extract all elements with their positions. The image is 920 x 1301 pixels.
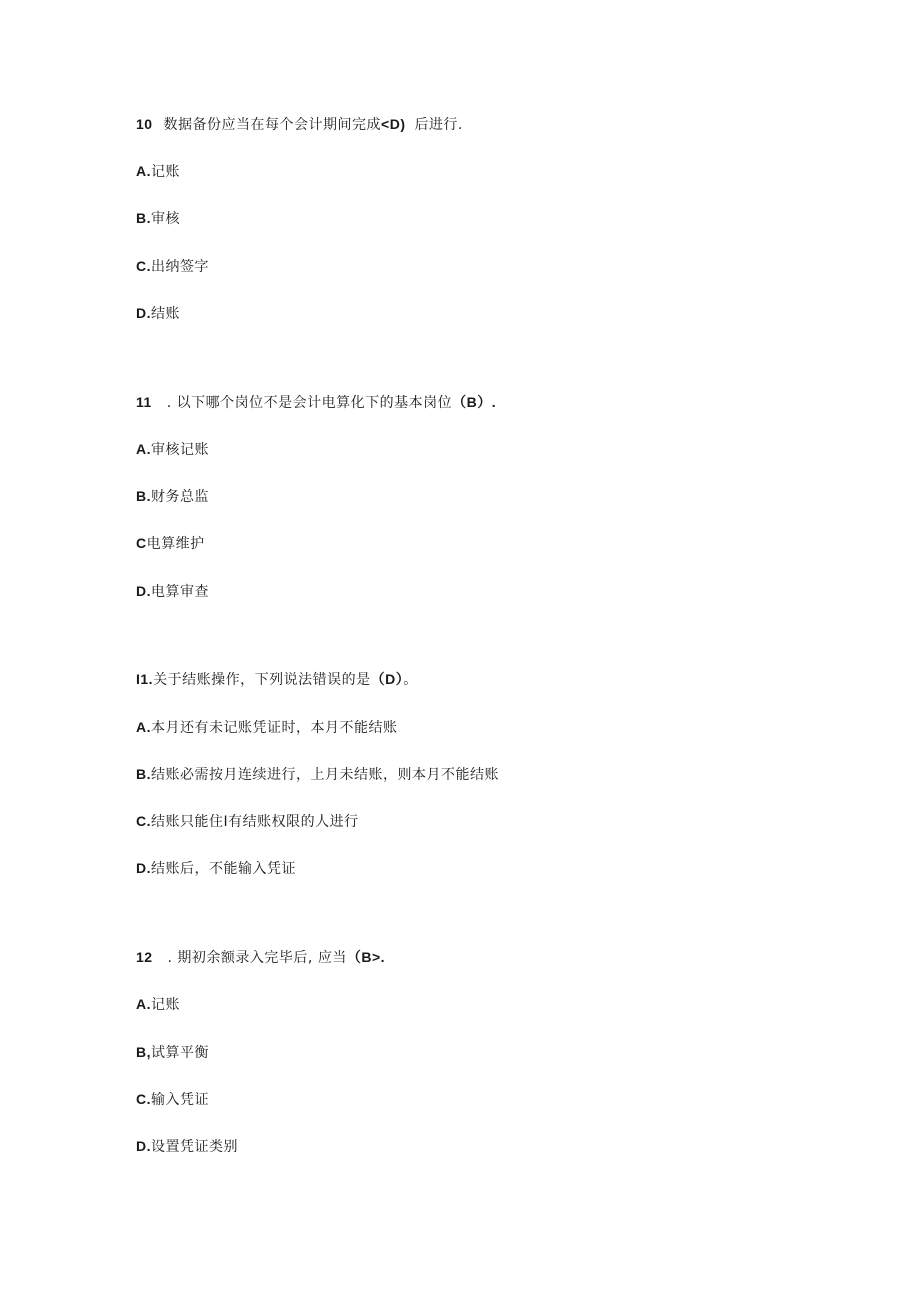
option-d: [136, 1136, 238, 1156]
option-c: [136, 811, 359, 831]
option-a: [136, 439, 209, 459]
answer-mark: （B>.: [346, 949, 386, 965]
option-a: [136, 717, 398, 737]
option-letter: A.: [136, 441, 151, 457]
option-text: 财务总监: [151, 489, 209, 505]
answer-mark: （B）.: [452, 394, 497, 410]
option-letter: C.: [136, 258, 151, 274]
question-number: 11: [136, 394, 152, 410]
option-text: 设置凭证类别: [151, 1139, 238, 1155]
question-text-tail: 后进行.: [414, 117, 463, 133]
question-number: 10: [136, 116, 153, 132]
option-letter: D.: [136, 860, 151, 876]
option-letter: C.: [136, 1091, 151, 1107]
option-letter: C.: [136, 813, 151, 829]
option-letter: D.: [136, 1138, 151, 1154]
option-letter: A.: [136, 996, 151, 1012]
question-text: . 期初余额录入完毕后, 应当: [167, 950, 347, 966]
question-text: 关于结账操作，下列说法错误的是: [153, 672, 371, 688]
option-text: 记账: [151, 164, 180, 180]
option-text: 试算平衡: [151, 1045, 209, 1061]
answer-mark: （D）: [370, 671, 404, 687]
option-a: [136, 994, 180, 1014]
option-c: [136, 256, 209, 276]
option-letter: C: [136, 535, 147, 551]
option-letter: B.: [136, 766, 151, 782]
question-10-stem: [136, 114, 463, 134]
option-letter: D.: [136, 583, 151, 599]
question-i1-stem: [136, 669, 418, 689]
option-text: 结账只能住I有结账权限的人进行: [151, 814, 359, 830]
option-b: [136, 764, 499, 784]
option-d: [136, 581, 209, 601]
question-text-tail: 。: [403, 672, 418, 688]
option-letter: A.: [136, 163, 151, 179]
option-c: [136, 1089, 209, 1109]
option-text: 审核: [151, 211, 180, 227]
option-text: 结账后，不能输入凭证: [151, 861, 296, 877]
option-a: [136, 161, 180, 181]
option-text: 结账必需按月连续进行，上月未结账，则本月不能结账: [151, 767, 499, 783]
option-d: [136, 858, 296, 878]
option-text: 记账: [151, 997, 180, 1013]
option-letter: B.: [136, 210, 151, 226]
question-number: I1.: [136, 671, 154, 687]
option-d: [136, 303, 180, 323]
option-b: [136, 1042, 209, 1062]
question-12-stem: [136, 947, 385, 967]
option-b: [136, 208, 180, 228]
option-letter: A.: [136, 719, 151, 735]
option-text: 本月还有未记账凭证时，本月不能结账: [151, 720, 398, 736]
option-letter: D.: [136, 305, 151, 321]
question-text: 数据备份应当在每个会计期间完成: [163, 117, 382, 133]
question-11-stem: [136, 392, 496, 412]
option-letter: B,: [136, 1044, 151, 1060]
question-number: 12: [136, 949, 153, 965]
question-text: . 以下哪个岗位不是会计电算化下的基本岗位: [166, 395, 453, 411]
option-letter: B.: [136, 488, 151, 504]
option-text: 电算审查: [151, 584, 209, 600]
option-text: 输入凭证: [151, 1092, 209, 1108]
answer-mark: <D): [381, 116, 406, 132]
option-b: [136, 486, 209, 506]
option-c: [136, 533, 205, 553]
option-text: 审核记账: [151, 442, 209, 458]
option-text: 电算维护: [146, 536, 205, 552]
option-text: 出纳签字: [151, 259, 209, 275]
option-text: 结账: [151, 306, 180, 322]
